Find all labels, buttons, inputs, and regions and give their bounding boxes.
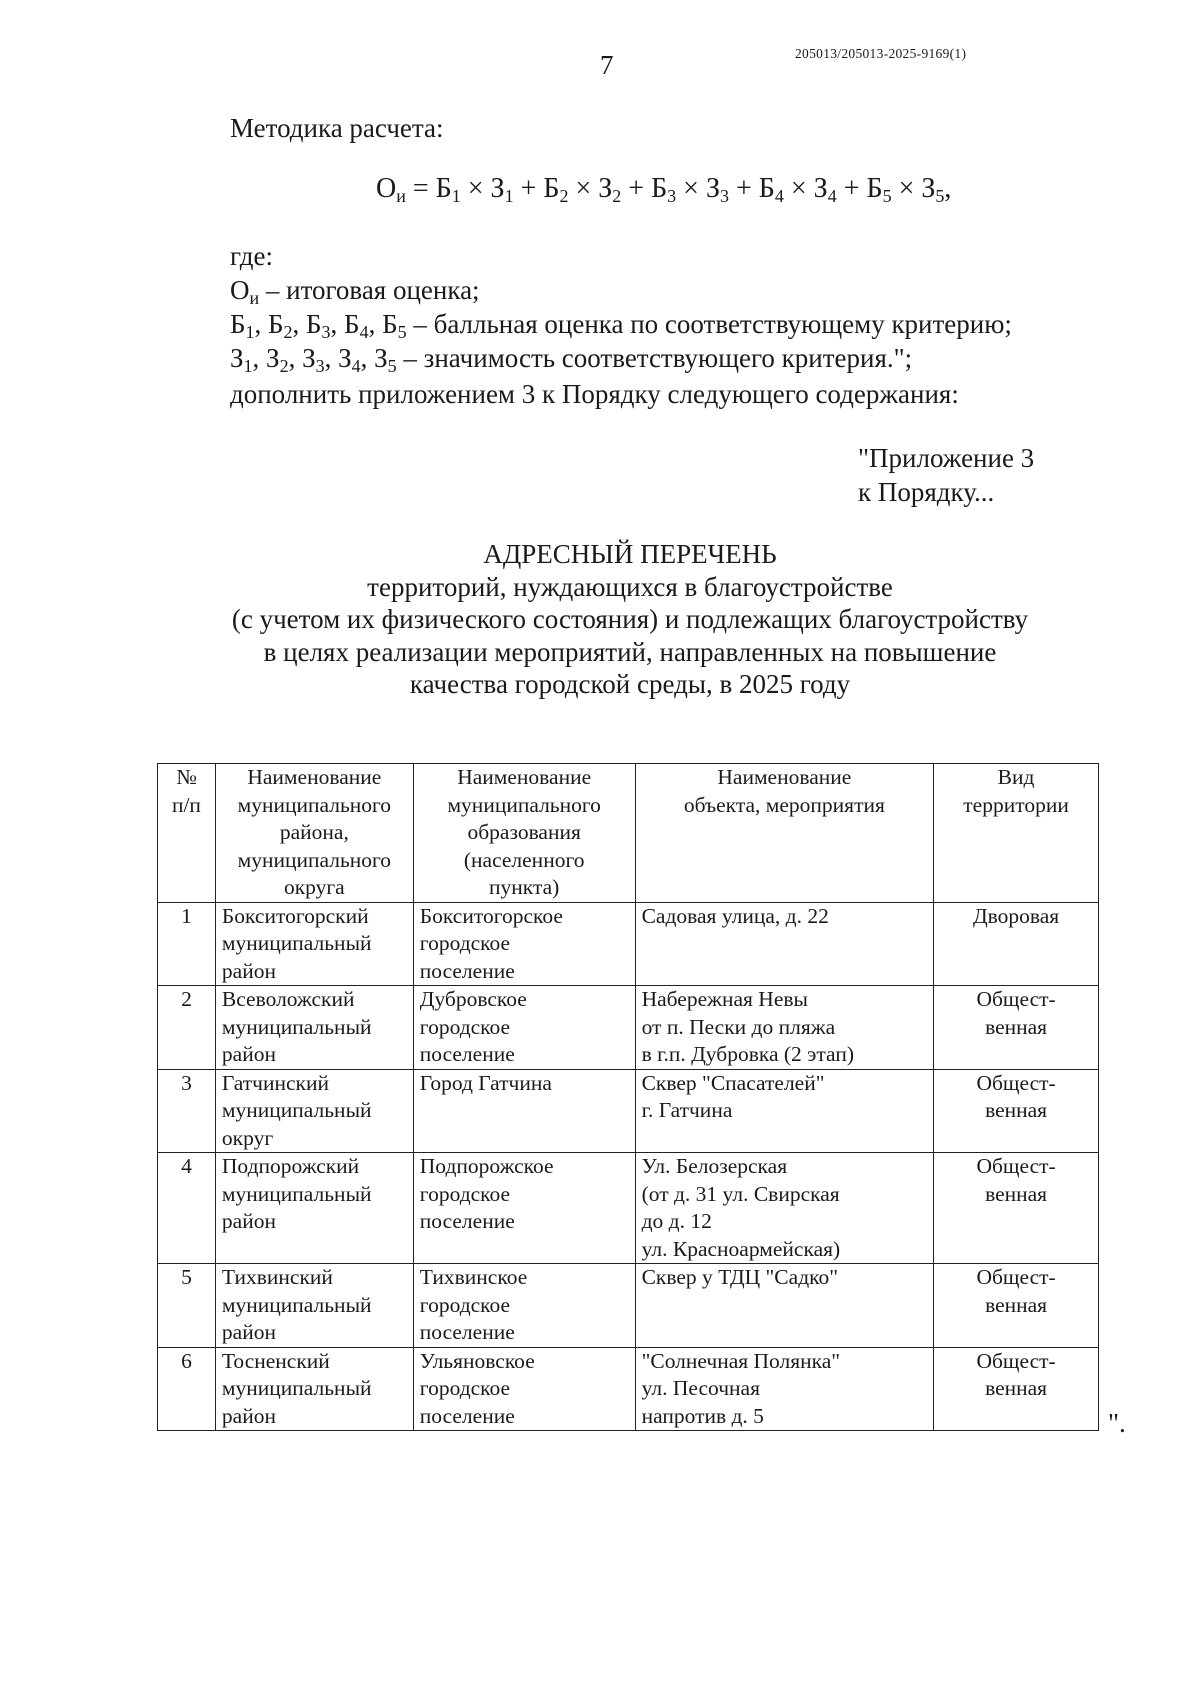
- header-district: Наименование муниципального района, муниципального округа: [215, 764, 413, 903]
- cell-municipality: Город Гатчина: [413, 1069, 635, 1153]
- cell-type: Общест- венная: [934, 1347, 1099, 1431]
- title-line-2: территорий, нуждающихся в благоустройстве: [367, 571, 893, 602]
- cell-district: Подпорожский муниципальный район: [215, 1153, 413, 1264]
- cell-district: Тихвинский муниципальный район: [215, 1264, 413, 1348]
- cell-num: 5: [158, 1264, 216, 1348]
- cell-municipality: Дубровское городское поселение: [413, 986, 635, 1070]
- cell-object: Сквер "Спасателей" г. Гатчина: [635, 1069, 934, 1153]
- list-title: [170, 538, 1090, 701]
- cell-type: Общест- венная: [934, 1153, 1099, 1264]
- document-id: 205013/205013-2025-9169(1): [795, 46, 967, 61]
- cell-num: 2: [158, 986, 216, 1070]
- cell-object: "Солнечная Полянка" ул. Песочная напротив д. 5: [635, 1347, 934, 1431]
- cell-object: Садовая улица, д. 22: [635, 902, 934, 986]
- definition-weight: $З_1$, $З_2$, $З_3$, $З_4$, $З_5$ – значимость соответствующего критерия.";: [230, 343, 913, 376]
- formula-lhs-sub: и: [396, 186, 406, 206]
- table-row: [158, 1264, 1099, 1348]
- title-heading: АДРЕСНЫЙ ПЕРЕЧЕНЬ: [483, 539, 777, 569]
- cell-type: Дворовая: [934, 902, 1099, 986]
- cell-municipality: Бокситогорское городское поселение: [413, 902, 635, 986]
- title-line-5: качества городской среды, в 2025 году: [409, 669, 851, 699]
- table-row: [158, 1153, 1099, 1264]
- header-num: № п/п: [158, 764, 216, 903]
- cell-type: Общест- венная: [934, 1264, 1099, 1348]
- header-type: Вид территории: [934, 764, 1099, 903]
- cell-type: Общест- венная: [934, 1069, 1099, 1153]
- table-body: [158, 902, 1099, 1431]
- formula-term-5: $Б_5 \times З_5$: [866, 173, 945, 206]
- method-title: Методика расчета:: [230, 113, 444, 143]
- cell-district: Гатчинский муниципальный округ: [215, 1069, 413, 1153]
- cell-num: 6: [158, 1347, 216, 1431]
- cell-municipality: Подпорожское городское поселение: [413, 1153, 635, 1264]
- cell-district: Тосненский муниципальный район: [215, 1347, 413, 1431]
- table-row: [158, 1347, 1099, 1431]
- cell-municipality: Тихвинское городское поселение: [413, 1264, 635, 1348]
- formula-term-1: $Б_1 \times З_1$: [435, 173, 514, 206]
- where-label: где:: [230, 241, 273, 271]
- title-line-4: в целях реализации мероприятий, направленных на повышение: [263, 636, 997, 667]
- page-number: 7: [600, 50, 614, 80]
- closing-quote: ".: [1108, 1408, 1126, 1438]
- table-row: [158, 1069, 1099, 1153]
- cell-num: 3: [158, 1069, 216, 1153]
- formula-lhs: О: [376, 173, 397, 204]
- cell-type: Общест- венная: [934, 986, 1099, 1070]
- cell-object: Сквер у ТДЦ "Садко": [635, 1264, 934, 1348]
- table-row: [158, 986, 1099, 1070]
- definition-score: $Б_1$, $Б_2$, $Б_3$, $Б_4$, $Б_5$ – балльная оценка по соответствующему критерию;: [230, 309, 1012, 342]
- cell-num: 4: [158, 1153, 216, 1264]
- title-line-3: (с учетом их физического состояния) и подлежащих благоустройству: [231, 604, 1029, 634]
- formula-term-3: $Б_3 \times З_3$: [651, 173, 729, 206]
- table-row: [158, 902, 1099, 986]
- header-object: Наименование объекта, мероприятия: [635, 764, 934, 903]
- supplement-line: дополнить приложением 3 к Порядку следующего содержания:: [230, 379, 959, 409]
- territory-table: [157, 763, 1099, 1431]
- appendix-ref-line2: к Порядку...: [858, 477, 995, 507]
- table-header-row: [158, 764, 1099, 903]
- cell-district: Всеволожский муниципальный район: [215, 986, 413, 1070]
- appendix-ref-line1: "Приложение 3: [858, 443, 1035, 473]
- definition-total: $О_и$ – итоговая оценка;: [230, 275, 480, 308]
- formula-term-2: $Б_2 \times З_2$: [543, 173, 622, 206]
- formula-term-4: $Б_4 \times З_4$: [758, 173, 837, 206]
- cell-num: 1: [158, 902, 216, 986]
- cell-object: Набережная Невы от п. Пески до пляжа в г.п. Дубровка (2 этап): [635, 986, 934, 1070]
- formula: $О_и = Б_1 \times З_1 + Б_2 \times З_2 + Б_3 \times З_3 + Б_4 \times З_4 + Б_5 \times З_5$,: [376, 173, 952, 206]
- cell-district: Бокситогорский муниципальный район: [215, 902, 413, 986]
- header-municipality: Наименование муниципального образования (населенного пункта): [413, 764, 635, 903]
- cell-municipality: Ульяновское городское поселение: [413, 1347, 635, 1431]
- cell-object: Ул. Белозерская (от д. 31 ул. Свирская до д. 12 ул. Красноармейская): [635, 1153, 934, 1264]
